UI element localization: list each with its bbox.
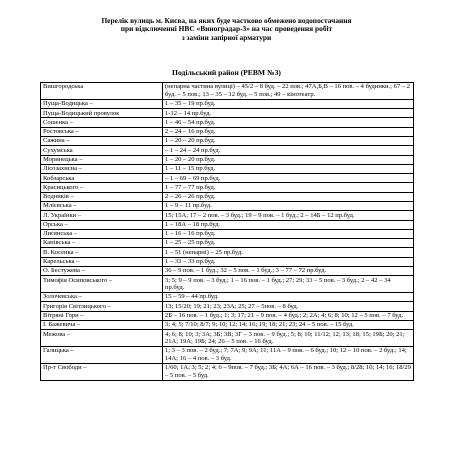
street-name-cell: Лисянська –	[41, 229, 163, 238]
table-row	[41, 183, 414, 192]
house-numbers-cell: 2 – 24 – 16 пр.буд.	[163, 127, 414, 136]
house-numbers-cell: (непарна частина вулиці) – 45/2 – 8 буд. – 22 пов.; 47А,Б,В – 16 пов. – 4 будинки.; 67 – 2 буд. – 5 пов.; 13 – 35 – 12 буд. – 5 пов.; 49 – кінотеатр.	[163, 83, 414, 100]
street-name-cell: Галицька –	[41, 347, 163, 364]
table-row	[41, 118, 414, 127]
house-numbers-cell: – 1 – 69 – 69 пр.буд.	[163, 174, 414, 183]
table-row	[41, 83, 414, 100]
table-row	[41, 201, 414, 210]
table-row	[41, 192, 414, 201]
table-row	[41, 155, 414, 164]
house-numbers-cell: 4; 6; 8; 10; 3; 3А; 3Б; 3В; 3Г – 3 пов. – 9 буд.; 5; 8; 10; 11/12; 12; 13; 18; 15; 19Б; 20; 21; 21А; 19А; 19Б; 24; 26 – 5 пов. – 16 буд.	[163, 330, 414, 347]
table-row	[41, 363, 414, 380]
house-numbers-cell: 1 – 20 – 20 пр.буд.	[163, 137, 414, 146]
table-row	[41, 320, 414, 329]
table-row	[41, 220, 414, 229]
title-line: Перелік вулиць м. Києва, на яких буде частково обмежено водопостачання	[101, 16, 352, 25]
document-title	[40, 17, 413, 42]
street-name-cell: В. Косенка –	[41, 248, 163, 257]
streets-table	[40, 82, 414, 381]
table-row	[41, 276, 414, 293]
table-row	[41, 146, 414, 155]
street-name-cell: Пуща-Водицький провулок	[41, 109, 163, 118]
street-name-cell: Сошенка –	[41, 118, 163, 127]
house-numbers-cell: 1 – 33 – 33 пр.буд.	[163, 257, 414, 266]
street-name-cell: Млієвська –	[41, 201, 163, 210]
table-row	[41, 293, 414, 302]
table-row	[41, 127, 414, 136]
house-numbers-cell: 15 – 59 – 44 пр.буд.	[163, 293, 414, 302]
house-numbers-cell: 36 – 9 пов. – 1 буд.; 32 – 5 пов. – 1 буд.; 3 – 77 – 72 пр.буд.	[163, 266, 414, 275]
house-numbers-cell: 1-12 – 14 пр.буд.	[163, 109, 414, 118]
title-line: з заміни запірної арматури	[181, 32, 272, 42]
table-row	[41, 109, 414, 118]
street-name-cell: Л. Українки –	[41, 211, 163, 220]
house-numbers-cell: 1 – 18А – 18 пр.буд.	[163, 220, 414, 229]
house-numbers-cell: 1 – 35 – 19 пр.буд.	[163, 99, 414, 108]
house-numbers-cell: 1 – 51 (непарні) – 25 пр.буд.	[163, 248, 414, 257]
street-name-cell: Лісозахисна –	[41, 164, 163, 173]
house-numbers-cell: 1 – 9 – 11 пр.буд.	[163, 201, 414, 210]
street-name-cell: Кобзарська	[41, 174, 163, 183]
street-name-cell: Вишгородська	[41, 83, 163, 100]
table-row	[41, 330, 414, 347]
street-name-cell: Григорія Світлицького –	[41, 302, 163, 311]
street-name-cell: Ростовська –	[41, 127, 163, 136]
house-numbers-cell: 2Б – 16 пов. – 1 буд.; 1; 3; 17; 21 – 9 пов. – 4 буд.; 2; 2А; 4; 6; 8; 10; 12 – 5 пов. – 7 буд.	[163, 311, 414, 320]
house-numbers-cell: 3; 4; 5; 7/10; 8/7; 9; 10; 12; 14; 16; 19; 18; 21; 23; 24 – 5 пов. – 15 буд.	[163, 320, 414, 329]
title-line: при відключенні НВС «Виноградар-3» на час проведення робіт	[120, 24, 333, 34]
street-name-cell: Сажина –	[41, 137, 163, 146]
street-name-cell: Канівська –	[41, 239, 163, 248]
house-numbers-cell: 1; 3 – 3 пов. – 2 буд.; 7; 7А; 9; 9А; 11; 11А – 9 пов. – 6 буд.; 10; 12 – 10 пов. – 2 буд.; 14; 14А; 16 – 4 пов. – 3 буд.	[163, 347, 414, 364]
street-name-cell: Золочевська –	[41, 293, 163, 302]
district-heading: Подільський район (РЕВМ №3)	[172, 68, 281, 77]
table-row	[41, 211, 414, 220]
table-row	[41, 99, 414, 108]
table-row	[41, 266, 414, 275]
house-numbers-cell: 1 – 11 – 15 пр.буд.	[163, 164, 414, 173]
house-numbers-cell: 2 – 26 – 26 пр.буд.	[163, 192, 414, 201]
table-row	[41, 248, 414, 257]
street-name-cell: Моринецька –	[41, 155, 163, 164]
house-numbers-cell: 3; 5; 9 – 9 пов. – 3 буд.; 1 – 16 пов. – 1 буд.; 27; 29; 33 – 5 пов. – 3 буд.; 2 – 42 – 34 пр.буд.	[163, 276, 414, 293]
street-name-cell: Вітряні Гори –	[41, 311, 163, 320]
street-name-cell: Сухумська	[41, 146, 163, 155]
house-numbers-cell: 1 – 46 – 54 пр.буд.	[163, 118, 414, 127]
street-name-cell: Карельська –	[41, 257, 163, 266]
table-row	[41, 347, 414, 364]
house-numbers-cell: 1 – 16 – 16 пр.буд.	[163, 229, 414, 238]
house-numbers-cell: 1/60; 1А; 3; 5; 2; 4; 6 – 9пов. – 7 буд.; 3Б; 4А; 6А – 16 пов. – 3 буд.; 8/28; 10; 14; 16; 18/29 – 5 пов. – 5 буд.	[163, 363, 414, 380]
table-row	[41, 174, 414, 183]
house-numbers-cell: 1 – 77 – 77 пр.буд.	[163, 183, 414, 192]
table-row	[41, 311, 414, 320]
street-name-cell: Водників –	[41, 192, 163, 201]
house-numbers-cell: 1 – 20 – 20 пр.буд.	[163, 155, 414, 164]
street-name-cell: Тимофія Осиповського –	[41, 276, 163, 293]
street-name-cell: І. Бажевича –	[41, 320, 163, 329]
street-name-cell: Красицького –	[41, 183, 163, 192]
house-numbers-cell: 15; 15А; 17 – 2 пов. – 3 буд.; 19 – 9 пов. – 1 буд.; 2 – 14Б – 12 пр.буд.	[163, 211, 414, 220]
table-row	[41, 302, 414, 311]
table-row	[41, 137, 414, 146]
street-name-cell: О. Бестужева –	[41, 266, 163, 275]
house-numbers-cell: 1 – 25 – 25 пр.буд.	[163, 239, 414, 248]
house-numbers-cell: – 1 – 24 – 24 пр.буд.	[163, 146, 414, 155]
table-row	[41, 239, 414, 248]
table-row	[41, 257, 414, 266]
street-name-cell: Орська –	[41, 220, 163, 229]
table-row	[41, 164, 414, 173]
house-numbers-cell: 13; 15/20; 19; 21; 23; 23А; 25; 27 – 5пов. – 8 буд.	[163, 302, 414, 311]
table-row	[41, 229, 414, 238]
street-name-cell: Пр-т Свободи –	[41, 363, 163, 380]
street-name-cell: Межова –	[41, 330, 163, 347]
street-name-cell: Пуща-Водицька –	[41, 99, 163, 108]
